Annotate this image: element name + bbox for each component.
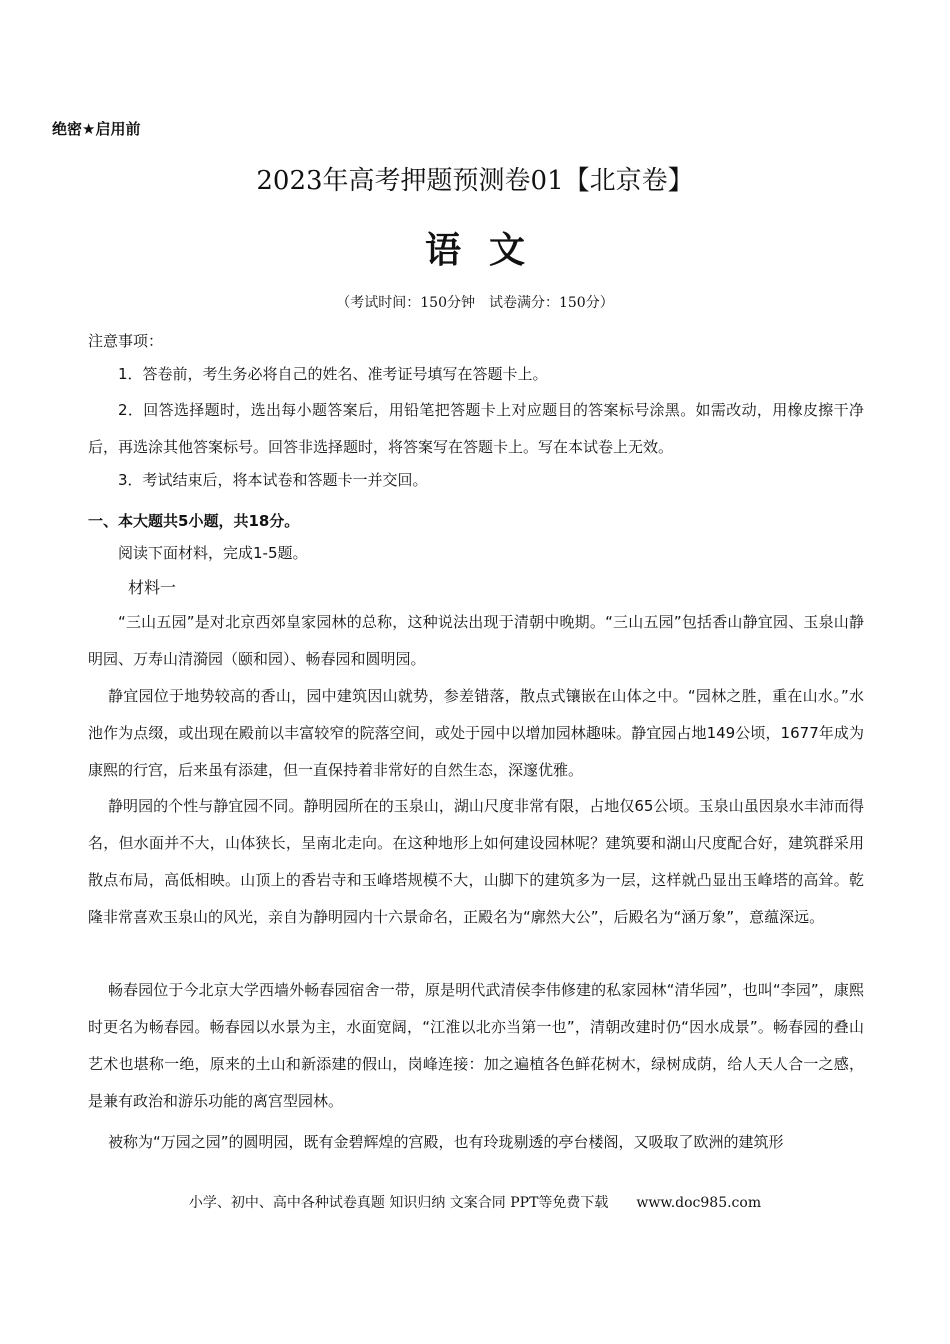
note-item-1: 1．答卷前，考生务必将自己的姓名、准考证号填写在答题卡上。 <box>118 365 548 383</box>
paragraph-2: 静宜园位于地势较高的香山，园中建筑因山就势，参差错落，散点式镶嵌在山体之中。“园林之胜，重在山水。”水池作为点缀，或出现在殿前以丰富较窄的院落空间，或处于园中以增加园林趣味。静宜园占地149公顷，1677年成为康熙的行宫，后来虽有添建，但一直保持着非常好的自然生态，深邃优雅。 <box>88 687 864 779</box>
paragraph-5: 被称为“万园之园”的圆明园，既有金碧辉煌的宫殿，也有玲珑剔透的亭台楼阁，又吸取了欧洲的建筑形 <box>108 1133 784 1151</box>
footer-text: 小学、初中、高中各种试卷真题 知识归纳 文案合同 PPT等免费下载 www.doc985.com <box>188 1195 762 1211</box>
note-item-2: 2．回答选择题时，选出每小题答案后，用铅笔把答题卡上对应题目的答案标号涂黑。如需改动，用橡皮擦干净后，再选涂其他答案标号。回答非选择题时，将答案写在答题卡上。写在本试卷上无效。 <box>88 401 864 456</box>
paragraph-4: 畅春园位于今北京大学西墙外畅春园宿舍一带，原是明代武清侯李伟修建的私家园林“清华园”，也叫“李园”，康熙时更名为畅春园。畅春园以水景为主，水面宽阔，“江淮以北亦当第一也”，清朝改建时仍“因水成景”。畅春园的叠山艺术也堪称一绝，原来的土山和新添建的假山，岗峰连接：加之遍植各色鲜花树木，绿树成荫，给人天人合一之感，是兼有政治和游乐功能的离宫型园林。 <box>88 981 864 1110</box>
note-item-3: 3．考试结束后，将本试卷和答题卡一并交回。 <box>118 471 428 489</box>
section-heading: 一、本大题共5小题，共18分。 <box>88 512 300 530</box>
paragraph-1: “三山五园”是对北京西郊皇家园林的总称，这种说法出现于清朝中晚期。“三山五园”包括香山静宜园、玉泉山静明园、万寿山清漪园（颐和园）、畅春园和圆明园。 <box>88 613 864 668</box>
subject-title: 语文 <box>424 229 553 271</box>
reading-instruction: 阅读下面材料，完成1-5题。 <box>118 544 308 562</box>
paragraph-3: 静明园的个性与静宜园不同。静明园所在的玉泉山，湖山尺度非常有限，占地仅65公顷。玉泉山虽因泉水丰沛而得名，但水面并不大，山体狭长，呈南北走向。在这种地形上如何建设园林呢？建筑要和湖山尺度配合好，建筑群采用散点布局，高低相映。山顶上的香岩寺和玉峰塔规模不大，山脚下的建筑多为一层，这样就凸显出玉峰塔的高耸。乾隆非常喜欢玉泉山的风光，亲自为静明园内十六景命名，正殿名为“廓然大公”，后殿名为“涵万象”，意蕴深远。 <box>88 797 864 926</box>
material-label: 材料一 <box>128 578 177 597</box>
confidential-mark: 绝密★启用前 <box>52 120 141 138</box>
notes-heading: 注意事项： <box>88 332 164 350</box>
exam-title: 2023年高考押题预测卷01【北京卷】 <box>256 166 694 196</box>
exam-info: （考试时间：150分钟 试卷满分：150分） <box>336 295 614 311</box>
